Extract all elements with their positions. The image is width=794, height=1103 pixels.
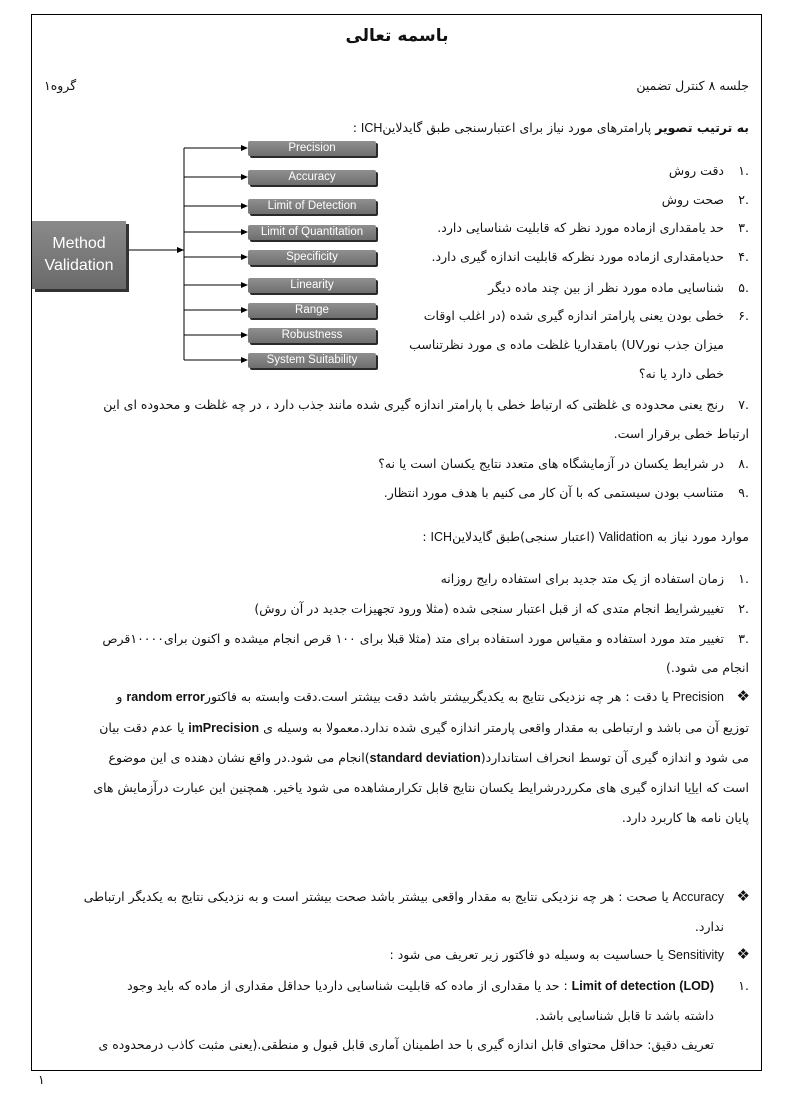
precision-line-4: است که ایاِیا اندازه گیری های مکرردرشرایط یکسان نتایج قابل تکرارمشاهده می شود یاخیر. همچنین این عبارت درآزمایش های [93,780,749,795]
lod-number: .۱ [738,978,749,993]
std-term: standard deviation [369,751,481,765]
precision-line-3: می شود و اندازه گیری آن توسط انحراف استاندارد(standard deviation)انجام می شود.در واقع نشان دهنده ی این موضوع [108,750,749,765]
intro-colon: : [352,120,361,135]
precision-term: Precision [672,690,724,704]
param-number: .۳ [738,220,749,235]
validation-item-number: .۱ [738,571,749,586]
diagram-item-precision: Precision [248,141,376,156]
page-number: ۱ [38,1072,45,1087]
intro-text: پارامترهای مورد نیاز برای اعتبارسنجی طبق گایدلاین [382,120,652,135]
param-text: شناسایی ماده مورد نظر از بین چند ماده دیگر [488,280,724,295]
intro-bold: به ترتیب تصویر [655,120,749,135]
param-text: ارتباط خطی برقرار است. [613,426,749,441]
param-text: خطی دارد یا نه؟ [638,366,724,381]
param-text: دقت روش [668,163,724,178]
diagram-item-robustness: Robustness [248,328,376,343]
vh-validation: Validation [598,530,653,544]
lod-line-2: داشته باشد تا قابل شناسایی باشد. [535,1008,714,1023]
validation-item-number: .۳ [738,631,749,646]
precision-line-2: توزیع آن می باشد و ارتباطی به مقدار واقعی پارمتر اندازه گیری شده ندارد.معمولا به وسیله ی imPrecision یا عدم دقت بیان [99,720,749,735]
validation-item-text: تغییر متد مورد استفاده و مقیاس مورد استفاده برای متد (مثلا قبلا برای ۱۰۰ قرص انجام میشده و اکنون برای۱۰۰۰۰قرص [102,631,724,646]
bullet-icon: ❖ [736,945,750,963]
random-error-term: random error [126,690,205,704]
param-text: خطی بودن یعنی پارامتر اندازه گیری شده (در اغلب اوقات [423,308,724,323]
param-text: حد یامقداری ازماده مورد نظر که قابلیت شناسایی دارد. [437,220,724,235]
diagram-item-limit-of-detection: Limit of Detection [248,199,376,214]
group-label: گروه۱ [44,78,77,93]
param-number: .۵ [738,280,749,295]
bullet-icon: ❖ [736,687,750,705]
intro-ich: ICH [360,121,383,135]
param-text: میزان جذب نورUV) بامقداریا غلظت ماده ی مورد نظرتناسب [409,337,724,352]
diagram-item-specificity: Specificity [248,250,376,265]
param-text: متناسب بودن سیستمی که با آن کار می کنیم با هدف مورد انتظار. [383,485,724,500]
diagram-item-range: Range [248,303,376,318]
param-number: .۹ [738,485,749,500]
accuracy-term: Accuracy [672,890,724,904]
definition-line: تعریف دقیق: حداقل محتوای قابل اندازه گیری با حد اطمینان آماری قابل قبول و منطقی.(یعنی مثبت کاذب درمحدوده ی [98,1037,714,1052]
sensitivity-term: Sensitivity [667,948,724,962]
vh-ich: ICH [430,530,453,544]
lod-line-1: Limit of detection (LOD) : حد یا مقداری از ماده که قابلیت شناسایی داردیا حداقل مقداری از ماده که باید وجود [127,978,714,993]
validation-item-text: زمان استفاده از یک متد جدید برای استفاده رایج روزانه [440,571,724,586]
param-number: .۱ [738,163,749,178]
param-text: رنج یعنی محدوده ی غلظتی که ارتباط خطی با پارامتر اندازه گیری شده مانند جذب دارد ، در چه غلظت و محدوده ای این [103,397,724,412]
param-number: .۷ [738,397,749,412]
validation-item-number: .۲ [738,601,749,616]
validation-item-text: انجام می شود.) [666,660,749,675]
diagram-item-accuracy: Accuracy [248,170,376,185]
accuracy-line-2: ندارد. [694,919,724,934]
accuracy-line-1: Accuracy یا صحت : هر چه نزدیکی نتایج به مقدار واقعی بیشتر باشد صحت بیشتر است و به نزدیکی نتایج به یکدیگر ارتباطی [83,889,724,904]
param-text: صحت روش [661,192,724,207]
page-title: باسمه تعالی [345,26,449,46]
validation-label: Validation [44,257,114,274]
imprecision-term: imPrecision [188,721,260,735]
param-text: حدیامقداری ازماده مورد نظرکه قابلیت اندازه گیری دارد. [431,249,724,264]
param-number: .۴ [738,249,749,264]
bullet-icon: ❖ [736,887,750,905]
sensitivity-line: Sensitivity یا حساسیت به وسیله دو فاکتور زیر تعریف می شود : [389,947,724,962]
param-number: .۶ [738,308,749,323]
vh-before: موارد مورد نیاز به [652,529,749,544]
validation-heading [422,529,749,544]
validation-item-text: تغییرشرایط انجام متدی که از قبل اعتبار سنجی شده (مثلا ورود تجهیزات جدید در آن روش) [254,601,724,616]
session-label: جلسه ۸ کنترل تضمین [636,78,749,93]
diagram-item-system-suitability: System Suitability [248,353,376,368]
precision-line-5: پایان نامه ها کاربرد دارد. [621,810,749,825]
param-text: در شرایط یکسان در آزمایشگاه های متعدد نتایج یکسان است یا نه؟ [378,456,724,471]
diagram-item-limit-of-quantitation: Limit of Quantitation [248,225,376,240]
method-validation-box [32,221,126,289]
diagram-item-linearity: Linearity [248,278,376,293]
vh-colon: : [422,529,431,544]
vh-after: (اعتبار سنجی)طبق گایدلاین [452,529,599,544]
precision-line-1: Precision یا دقت : هر چه نزدیکی نتایج به یکدیگربیشتر باشد دقت بیشتر است.دقت وابسته به فاکتورrandom error و [116,689,724,704]
lod-term: Limit of detection (LOD) [571,979,714,993]
method-label: Method [52,235,106,252]
param-number: .۸ [738,456,749,471]
param-number: .۲ [738,192,749,207]
